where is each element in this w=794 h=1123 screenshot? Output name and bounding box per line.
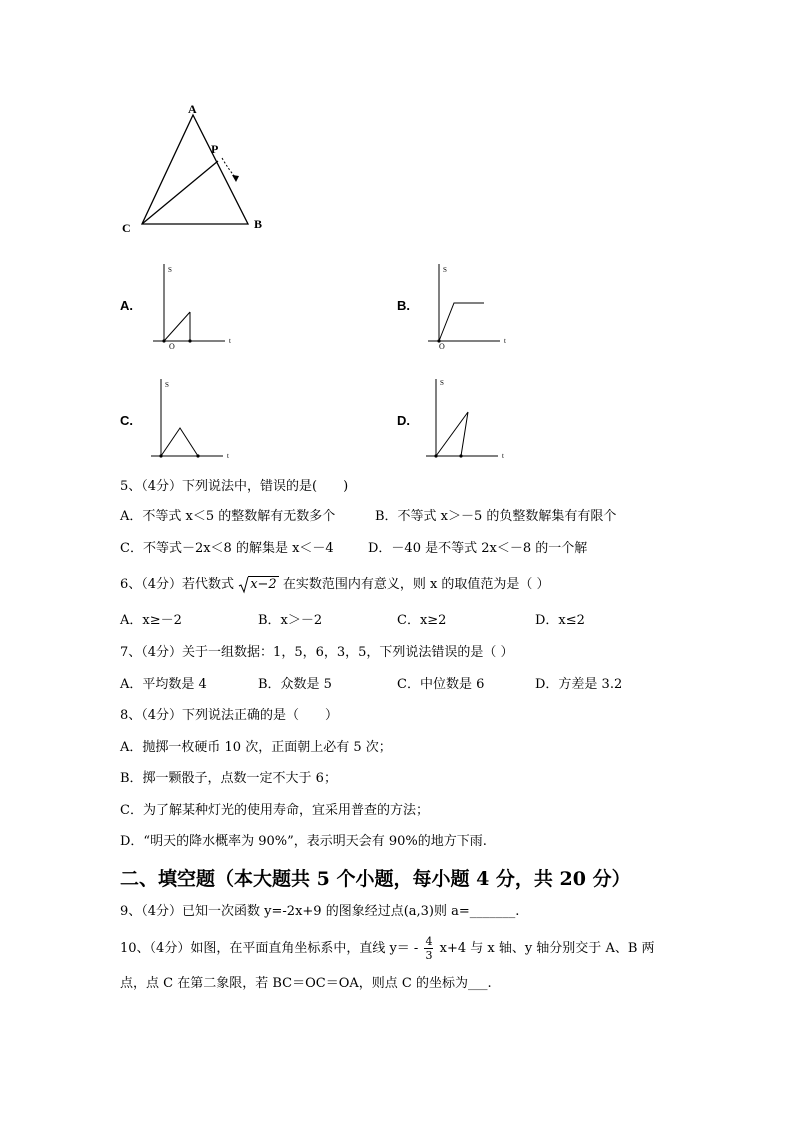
graph-option-b <box>420 260 520 350</box>
y-axis-label: S <box>443 266 447 274</box>
x-axis-label: t <box>227 452 229 460</box>
end-dot <box>196 454 199 457</box>
graph-line <box>161 428 198 456</box>
q7-option-d: D．方差是 3.2 <box>535 677 623 692</box>
vertex-b-label: B <box>254 217 263 231</box>
end-dot <box>459 454 462 457</box>
q6-radicand: x−2 <box>250 577 277 592</box>
graph-option-a-label: A. <box>120 298 133 313</box>
q6-sqrt <box>238 576 279 594</box>
origin-label: O <box>439 342 445 350</box>
section-title-fill-in: 二、填空题（本大题共 5 个小题，每小题 4 分，共 20 分） <box>120 868 631 890</box>
vertex-a-label: A <box>188 102 197 116</box>
graph-option-a <box>145 260 245 350</box>
q6-stem-pre: 6、（4分）若代数式 <box>120 577 235 592</box>
vertex-c-label: C <box>122 221 131 235</box>
x-axis-label: t <box>504 337 506 345</box>
q7-option-c: C．中位数是 6 <box>397 677 485 692</box>
q10-line2: 点，点 C 在第二象限，若 BC＝OC＝OA，则点 C 的坐标为___. <box>120 976 492 991</box>
graph-line <box>436 412 468 456</box>
q6-option-d: D．x≤2 <box>535 613 585 628</box>
q10-line1-post: x+4 与 x 轴、y 轴分别交于 A、B 两 <box>439 941 655 956</box>
graph-option-c-label: C. <box>120 413 133 428</box>
q6-option-a: A．x≥－2 <box>120 613 182 628</box>
graph-line <box>439 303 484 341</box>
graph-option-d-label: D. <box>397 413 410 428</box>
q8-option-c: C．为了解某种灯光的使用寿命，宜采用普查的方法； <box>120 803 429 818</box>
q6-option-c: C．x≥2 <box>397 613 447 628</box>
origin-dot <box>434 454 437 457</box>
q8-option-a: A．抛掷一枚硬币 10 次，正面朝上必有 5 次； <box>120 740 392 755</box>
y-axis-label: S <box>165 381 169 389</box>
q5-stem: 5、（4分）下列说法中，错误的是( ) <box>120 479 349 494</box>
radical-sign-icon <box>238 576 249 594</box>
q5-option-c: C．不等式－2x＜8 的解集是 x＜－4 <box>120 541 334 556</box>
graph-option-b-label: B. <box>397 298 410 313</box>
q7-option-a: A．平均数是 4 <box>120 677 207 692</box>
q10-line1-pre: 10、（4分）如图，在平面直角坐标系中，直线 y＝ - <box>120 941 419 956</box>
origin-dot <box>162 339 165 342</box>
q10-line1 <box>120 934 655 964</box>
graph-option-d <box>420 375 520 465</box>
q5-option-b: B．不等式 x＞－5 的负整数解集有有限个 <box>375 509 617 524</box>
end-dot <box>188 339 191 342</box>
y-axis-label: S <box>440 379 444 387</box>
triangle-figure <box>115 98 275 238</box>
point-p-label: P <box>211 142 219 156</box>
q10-fraction <box>424 935 433 962</box>
graph-option-c <box>145 375 245 465</box>
q5-option-d: D．－40 是不等式 2x＜－8 的一个解 <box>368 541 588 556</box>
q6-stem <box>120 576 550 594</box>
x-axis-label: t <box>502 452 504 460</box>
q6-stem-post: 在实数范围内有意义，则 x 的取值范为是（ ） <box>282 577 550 592</box>
q7-stem: 7、（4分）关于一组数据：1，5，6，3，5，下列说法错误的是（ ） <box>120 645 514 660</box>
origin-label: O <box>169 342 175 350</box>
graph-line <box>164 312 190 341</box>
y-axis-label: S <box>168 266 172 274</box>
q8-option-d: D．“明天的降水概率为 90%”，表示明天会有 90%的地方下雨. <box>120 834 487 849</box>
q7-option-b: B．众数是 5 <box>258 677 332 692</box>
origin-dot <box>159 454 162 457</box>
x-axis-label: t <box>229 337 231 345</box>
q10-frac-numerator: 4 <box>425 935 433 948</box>
q8-stem: 8、（4分）下列说法正确的是（ ） <box>120 708 339 723</box>
segment-cp <box>142 161 218 224</box>
motion-arrow <box>222 158 236 178</box>
q6-option-b: B．x＞－2 <box>258 613 323 628</box>
triangle-abc <box>142 115 248 224</box>
q8-option-b: B．掷一颗骰子，点数一定不大于 6； <box>120 771 337 786</box>
q5-option-a: A．不等式 x＜5 的整数解有无数多个 <box>120 509 336 524</box>
q10-frac-denominator: 3 <box>425 949 433 962</box>
arrow-head-icon <box>232 175 239 182</box>
q9-stem: 9、（4分）已知一次函数 y=-2x+9 的图象经过点(a,3)则 a=_______. <box>120 904 520 919</box>
